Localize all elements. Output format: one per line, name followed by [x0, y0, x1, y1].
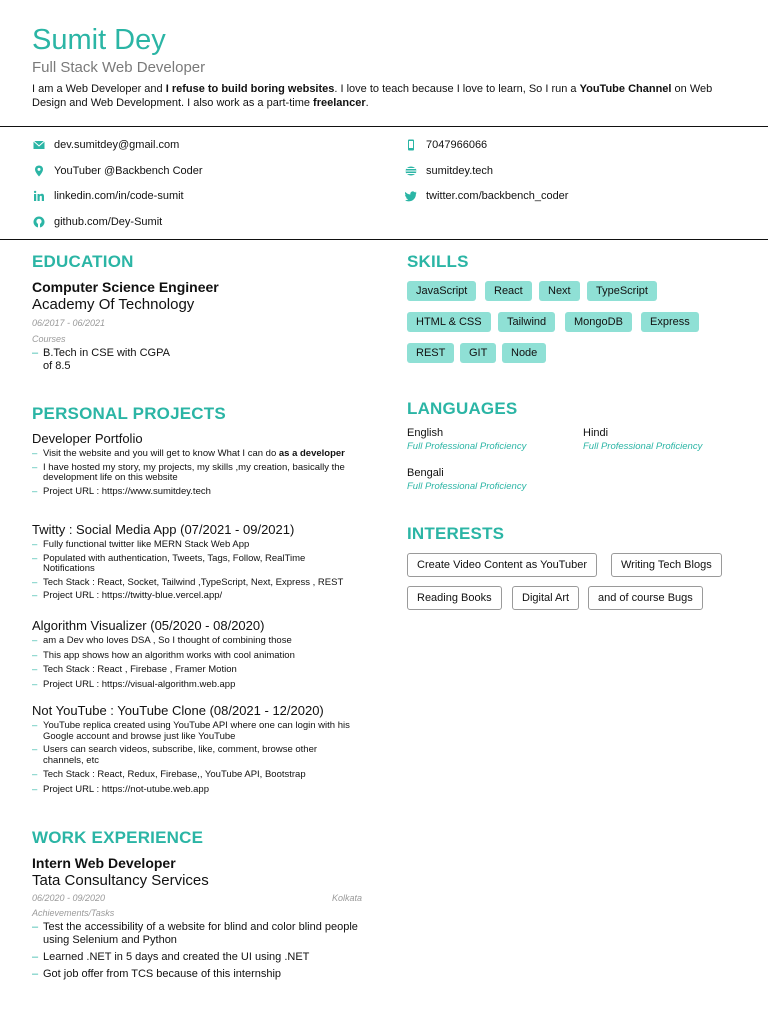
bullet-bold: as a developer — [278, 448, 345, 459]
github-icon — [32, 215, 46, 229]
work-entry — [32, 855, 362, 981]
languages-heading: LANGUAGES — [407, 399, 518, 418]
work-company: Tata Consultancy Services — [32, 872, 209, 889]
work-role: Intern Web Developer — [32, 855, 176, 871]
summary-text: on Web Design and Web Development. I also work as a part-time — [32, 83, 713, 109]
project-entry — [32, 618, 372, 690]
project-bullet: – Tech Stack : React, Redux, Firebase,, YouTube API, Bootstrap — [32, 770, 372, 781]
interest-pill: Reading Books — [407, 586, 502, 610]
language-item — [583, 427, 702, 452]
work-heading: WORK EXPERIENCE — [32, 828, 204, 847]
language-name: English — [407, 427, 444, 439]
work-bullet: – Got job offer from TCS because of this internship — [32, 968, 362, 981]
candidate-title: Full Stack Web Developer — [32, 59, 206, 76]
project-entry — [32, 522, 372, 602]
skill-tag: REST — [407, 343, 454, 363]
linkedin-icon — [32, 189, 46, 203]
summary-bold: YouTube Channel — [579, 83, 672, 95]
project-bullet: – I have hosted my story, my projects, my skills ,my creation, basically the development life on this website — [32, 463, 353, 484]
skill-tag: HTML & CSS — [407, 312, 491, 332]
course-item: – B.Tech in CSE with CGPA of 8.5 — [32, 347, 178, 373]
contact-website[interactable] — [404, 164, 493, 178]
contact-linkedin[interactable] — [32, 189, 184, 203]
contact-phone[interactable] — [404, 138, 487, 152]
youtube-text: YouTuber @Backbench Coder — [54, 165, 203, 177]
project-bullet: – Users can search videos, subscribe, like, comment, browse other channels, etc — [32, 745, 343, 766]
location-icon — [32, 164, 46, 178]
work-dates: 06/2020 - 09/2020 — [32, 893, 106, 903]
contact-youtube[interactable] — [32, 164, 203, 178]
website-text: sumitdey.tech — [426, 165, 494, 177]
project-bullet: – Populated with authentication, Tweets, Tags, Follow, RealTime Notifications — [32, 554, 343, 575]
project-title: Not YouTube : YouTube Clone (08/2021 - 12/2020) — [32, 703, 324, 718]
divider — [0, 126, 768, 127]
school: Academy Of Technology — [32, 296, 195, 313]
candidate-name: Sumit Dey — [32, 24, 166, 56]
interests-heading: INTERESTS — [407, 524, 505, 543]
mail-icon — [32, 138, 46, 152]
twitter-text: twitter.com/backbench_coder — [426, 190, 569, 202]
project-entry — [32, 431, 372, 497]
phone-text: 7047966066 — [426, 139, 488, 151]
language-item — [407, 467, 526, 492]
project-bullet: – Project URL : https://visual-algorithm.web.app — [32, 680, 372, 691]
education-dates: 06/2017 - 06/2021 — [32, 318, 106, 328]
summary-text: I am a Web Developer and — [32, 83, 166, 95]
email-text: dev.sumitdey@gmail.com — [54, 139, 180, 151]
language-level: Full Professional Proficiency — [407, 481, 527, 492]
skill-tag: Node — [502, 343, 546, 363]
bullet-text: Visit the website and you will get to know What I can do — [43, 448, 279, 459]
project-bullet: – YouTube replica created using YouTube API where one can login with his Google account and browse just like YouTube — [32, 721, 363, 742]
education-entry — [32, 279, 362, 373]
project-bullet: – am a Dev who loves DSA , So I thought of combining those — [32, 636, 372, 647]
work-bullet: – Learned .NET in 5 days and created the UI using .NET — [32, 951, 362, 964]
project-bullet: – Tech Stack : React, Socket, Tailwind ,TypeScript, Next, Express , REST — [32, 578, 372, 589]
project-title: Twitty : Social Media App (07/2021 - 09/2021) — [32, 522, 295, 537]
skill-tag: TypeScript — [587, 281, 657, 301]
contact-github[interactable] — [32, 215, 162, 229]
resume-header — [32, 22, 732, 110]
summary-bold: I refuse to build boring websites — [165, 83, 335, 95]
skill-tag: JavaScript — [407, 281, 476, 301]
work-meta-row — [32, 893, 362, 905]
project-bullet: – Tech Stack : React , Firebase , Framer Motion — [32, 665, 372, 676]
contact-email[interactable] — [32, 138, 179, 152]
twitter-icon — [404, 189, 418, 203]
skill-tag: GIT — [460, 343, 496, 363]
projects-heading: PERSONAL PROJECTS — [32, 404, 226, 423]
project-title: Algorithm Visualizer (05/2020 - 08/2020) — [32, 618, 265, 633]
language-item — [407, 427, 526, 452]
interest-pill: Create Video Content as YouTuber — [407, 553, 597, 577]
summary — [32, 82, 732, 110]
summary-bold: freelancer — [313, 97, 366, 109]
language-level: Full Professional Proficiency — [407, 441, 527, 452]
skill-tag: Tailwind — [498, 312, 555, 332]
language-level: Full Professional Proficiency — [583, 441, 703, 452]
work-bullet: – Test the accessibility of a website for blind and color blind people using Selenium and Python — [32, 921, 363, 947]
skill-tag: Next — [539, 281, 580, 301]
courses-label: Courses — [32, 334, 66, 344]
skills-heading: SKILLS — [407, 252, 469, 271]
project-bullet: – Project URL : https://twitty-blue.vercel.app/ — [32, 591, 372, 602]
summary-text: . — [365, 97, 369, 109]
achievements-label: Achievements/Tasks — [32, 908, 115, 918]
education-heading: EDUCATION — [32, 252, 134, 271]
globe-icon — [404, 164, 418, 178]
interest-pill: and of course Bugs — [588, 586, 703, 610]
interest-pill: Digital Art — [512, 586, 579, 610]
skill-tag: React — [485, 281, 532, 301]
project-bullet: – Project URL : https://www.sumitdey.tech — [32, 487, 372, 498]
work-location: Kolkata — [331, 893, 362, 903]
github-text: github.com/Dey-Sumit — [54, 216, 163, 228]
phone-icon — [404, 138, 418, 152]
interest-pill: Writing Tech Blogs — [611, 553, 722, 577]
language-name: Bengali — [407, 467, 444, 479]
degree: Computer Science Engineer — [32, 279, 219, 295]
divider — [0, 239, 768, 240]
skill-tag: Express — [641, 312, 699, 332]
project-bullet: – Project URL : https://not-utube.web.app — [32, 785, 372, 796]
project-bullet: – Fully functional twitter like MERN Stack Web App — [32, 540, 372, 551]
project-bullet: – This app shows how an algorithm works with cool animation — [32, 651, 372, 662]
language-name: Hindi — [583, 427, 609, 439]
project-title: Developer Portfolio — [32, 431, 143, 446]
contact-twitter[interactable] — [404, 189, 568, 203]
skill-tag: MongoDB — [565, 312, 632, 332]
project-bullet — [32, 449, 372, 460]
summary-text: . I love to teach because I love to learn, So I run a — [334, 83, 580, 95]
project-entry — [32, 703, 372, 795]
linkedin-text: linkedin.com/in/code-sumit — [54, 190, 184, 202]
